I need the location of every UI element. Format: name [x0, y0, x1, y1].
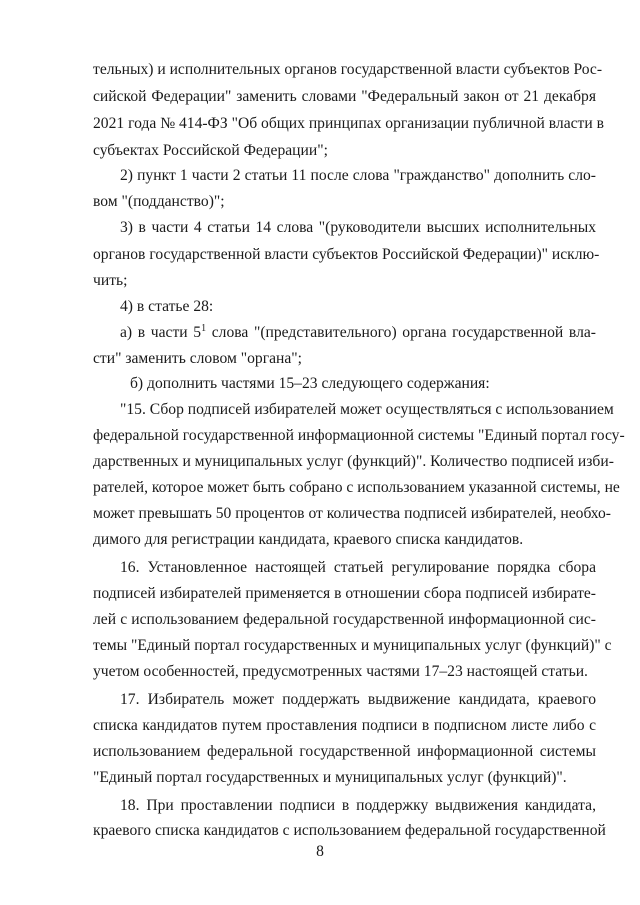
text-line: 3) в части 4 статьи 14 слова "(руководители высших исполнительных: [120, 219, 596, 236]
text-line: краевого списка кандидатов с использованием федеральной государственной: [93, 822, 606, 839]
page-number: 8: [316, 843, 324, 860]
text-line: темы "Единый портал государственных и муниципальных услуг (функций)" с: [93, 637, 612, 654]
text-fragment: а) в части 5: [120, 324, 202, 341]
text-line: 2021 года № 414-ФЗ "Об общих принципах организации публичной власти в: [93, 115, 604, 132]
text-line: сти" заменить словом "органа";: [93, 350, 302, 367]
text-line: списка кандидатов путем проставления подписи в подписном листе либо с: [93, 717, 596, 734]
text-line: сийской Федерации" заменить словами "Федеральный закон от 21 декабря: [93, 88, 596, 105]
text-line: 16. Установленное настоящей статьей регулирование порядка сбора: [120, 559, 596, 576]
text-line: тельных) и исполнительных органов государственной власти субъектов Рос-: [93, 61, 603, 78]
text-line: димого для регистрации кандидата, краевого списка кандидатов.: [93, 531, 524, 548]
text-line: вом "(подданство)";: [93, 193, 225, 210]
text-line: подписей избирателей применяется в отношении сбора подписей избирате-: [93, 585, 596, 602]
text-line: органов государственной власти субъектов Российской Федерации)" исклю-: [93, 246, 600, 263]
text-line: федеральной государственной информационной системы "Единый портал госу-: [93, 427, 625, 444]
text-line: использованием федеральной государственной информационной системы: [93, 743, 596, 760]
text-line: [120, 323, 596, 343]
text-line: чить;: [93, 272, 128, 289]
text-line: учетом особенностей, предусмотренных частями 17–23 настоящей статьи.: [93, 663, 588, 680]
text-line: рателей, которое может быть собрано с использованием указанной системы, не: [93, 479, 620, 496]
text-line: лей с использованием федеральной государственной информационной сис-: [93, 611, 596, 628]
text-line: 18. При проставлении подписи в поддержку выдвижения кандидата,: [120, 797, 596, 814]
text-line: 2) пункт 1 части 2 статьи 11 после слова "гражданство" дополнить сло-: [120, 167, 596, 184]
text-fragment: слова "(представительного) органа государственной вла-: [206, 324, 596, 341]
text-line: может превышать 50 процентов от количества подписей избирателей, необхо-: [93, 505, 611, 522]
text-line: "15. Сбор подписей избирателей может осуществляться с использованием: [120, 401, 614, 418]
text-line: 17. Избиратель может поддержать выдвижение кандидата, краевого: [120, 691, 596, 708]
text-line: 4) в статье 28:: [120, 298, 214, 315]
text-line: субъектах Российской Федерации";: [93, 142, 328, 159]
text-line: б) дополнить частями 15–23 следующего содержания:: [130, 375, 490, 392]
text-line: "Единый портал государственных и муниципальных услуг (функций)".: [93, 769, 567, 786]
text-line: дарственных и муниципальных услуг (функций)". Количество подписей изби-: [93, 453, 614, 470]
superscript: 1: [201, 322, 207, 334]
